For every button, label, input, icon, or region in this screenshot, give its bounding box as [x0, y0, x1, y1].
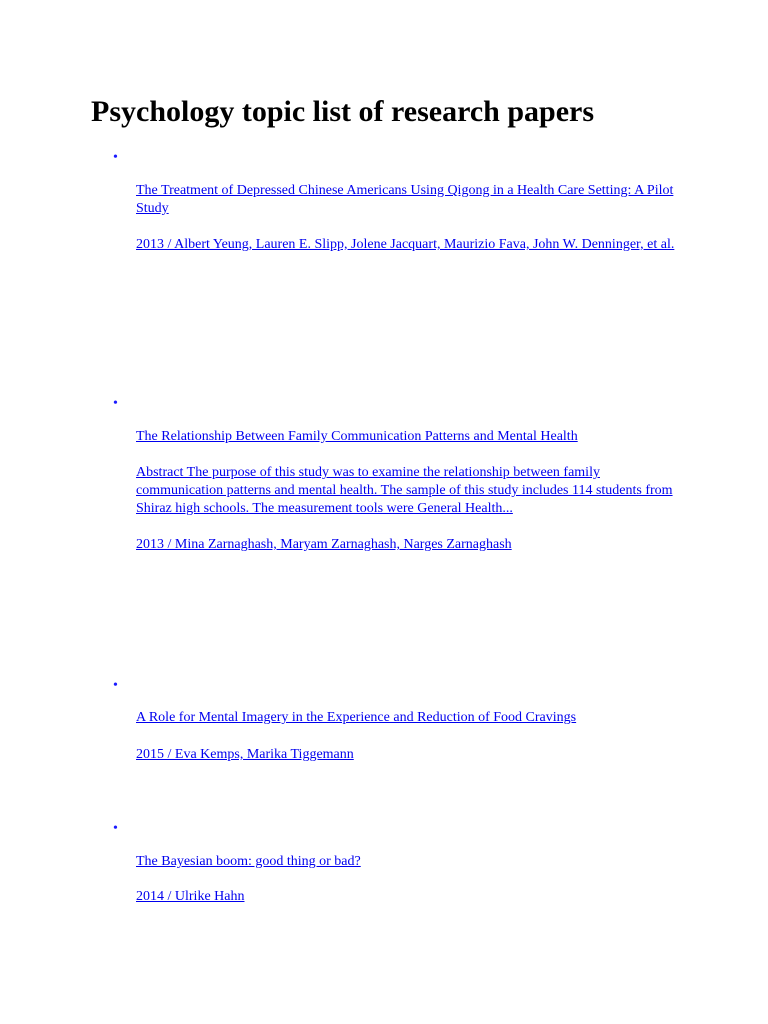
paper-abstract-link[interactable]: Abstract The purpose of this study was to examine the relationship between family communication patterns and mental health. The sample of this study includes 114 students from Shiraz high schools. The measurement tools were General Health...	[136, 465, 673, 516]
bullet-icon: •	[113, 396, 118, 411]
paper-title-link[interactable]: The Treatment of Depressed Chinese Americans Using Qigong in a Health Care Setting: A Pilot Study	[136, 183, 674, 216]
bullet-icon: •	[113, 821, 118, 836]
paper-meta-link[interactable]: 2014 / Ulrike Hahn	[136, 889, 245, 904]
page-title: Psychology topic list of research papers	[91, 95, 595, 128]
bullet-icon: •	[113, 150, 118, 165]
paper-title-link[interactable]: A Role for Mental Imagery in the Experience and Reduction of Food Cravings	[136, 710, 577, 725]
paper-title-link[interactable]: The Relationship Between Family Communication Patterns and Mental Health	[136, 429, 578, 444]
paper-meta-link[interactable]: 2013 / Mina Zarnaghash, Maryam Zarnaghash, Narges Zarnaghash	[136, 537, 512, 552]
paper-title-link[interactable]: The Bayesian boom: good thing or bad?	[136, 854, 361, 869]
paper-meta-link[interactable]: 2015 / Eva Kemps, Marika Tiggemann	[136, 747, 354, 762]
paper-meta-link[interactable]: 2013 / Albert Yeung, Lauren E. Slipp, Jolene Jacquart, Maurizio Fava, John W. Denninger, et al.	[136, 237, 675, 252]
bullet-icon: •	[113, 678, 118, 693]
